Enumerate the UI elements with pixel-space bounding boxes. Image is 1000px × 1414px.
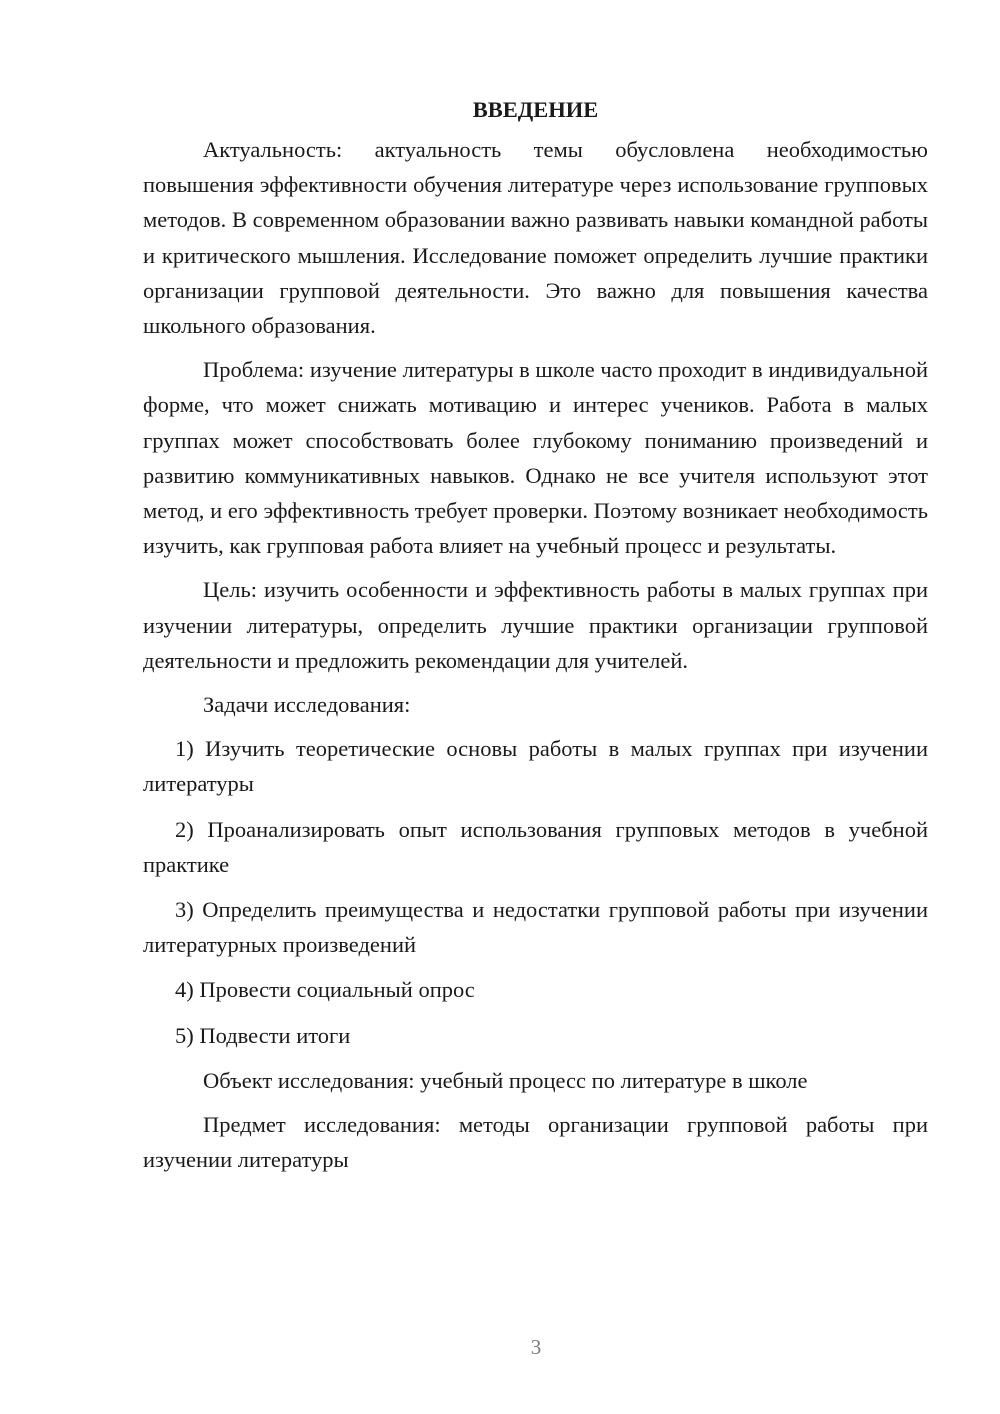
- subject-paragraph: Предмет исследования: методы организации групповой работы при изучении литературы: [143, 1112, 928, 1173]
- task-item: 3) Определить преимущества и недостатки групповой работы при изучении литературных произведений: [143, 897, 928, 958]
- tasks-heading: Задачи исследования:: [203, 692, 411, 718]
- page-number: 3: [530, 1335, 542, 1359]
- problem-paragraph: Проблема: изучение литературы в школе часто проходит в индивидуальной форме, что может снижать мотивацию и интерес учеников. Работа в малых группах может способствовать более глубокому пониманию произведений и развитию коммуникативных навыков. Однако не все учителя используют этот метод, и его эффективность требует проверки. Поэтому возникает необходимость изучить, как групповая работа влияет на учебный процесс и результаты.: [143, 357, 928, 559]
- page-content: [143, 92, 928, 1186]
- page-title: ВВЕДЕНИЕ: [472, 97, 599, 122]
- task-item: 2) Проанализировать опыт использования групповых методов в учебной практике: [143, 816, 928, 877]
- relevance-paragraph: Актуальность: актуальность темы обусловлена необходимостью повышения эффективности обучения литературе через использование групповых методов. В современном образовании важно развивать навыки командной работы и критического мышления. Исследование поможет определить лучшие практики организации групповой деятельности. Это важно для повышения качества школьного образования.: [143, 137, 928, 339]
- task-item: 4) Провести социальный опрос: [175, 977, 475, 1003]
- object-paragraph: Объект исследования: учебный процесс по литературе в школе: [203, 1067, 808, 1093]
- goal-paragraph: Цель: изучить особенности и эффективность работы в малых группах при изучении литературы, определить лучшие практики организации групповой деятельности и предложить рекомендации для учителей.: [143, 577, 928, 673]
- task-item: 5) Подвести итоги: [175, 1022, 351, 1048]
- task-item: 1) Изучить теоретические основы работы в малых группах при изучении литературы: [143, 736, 928, 797]
